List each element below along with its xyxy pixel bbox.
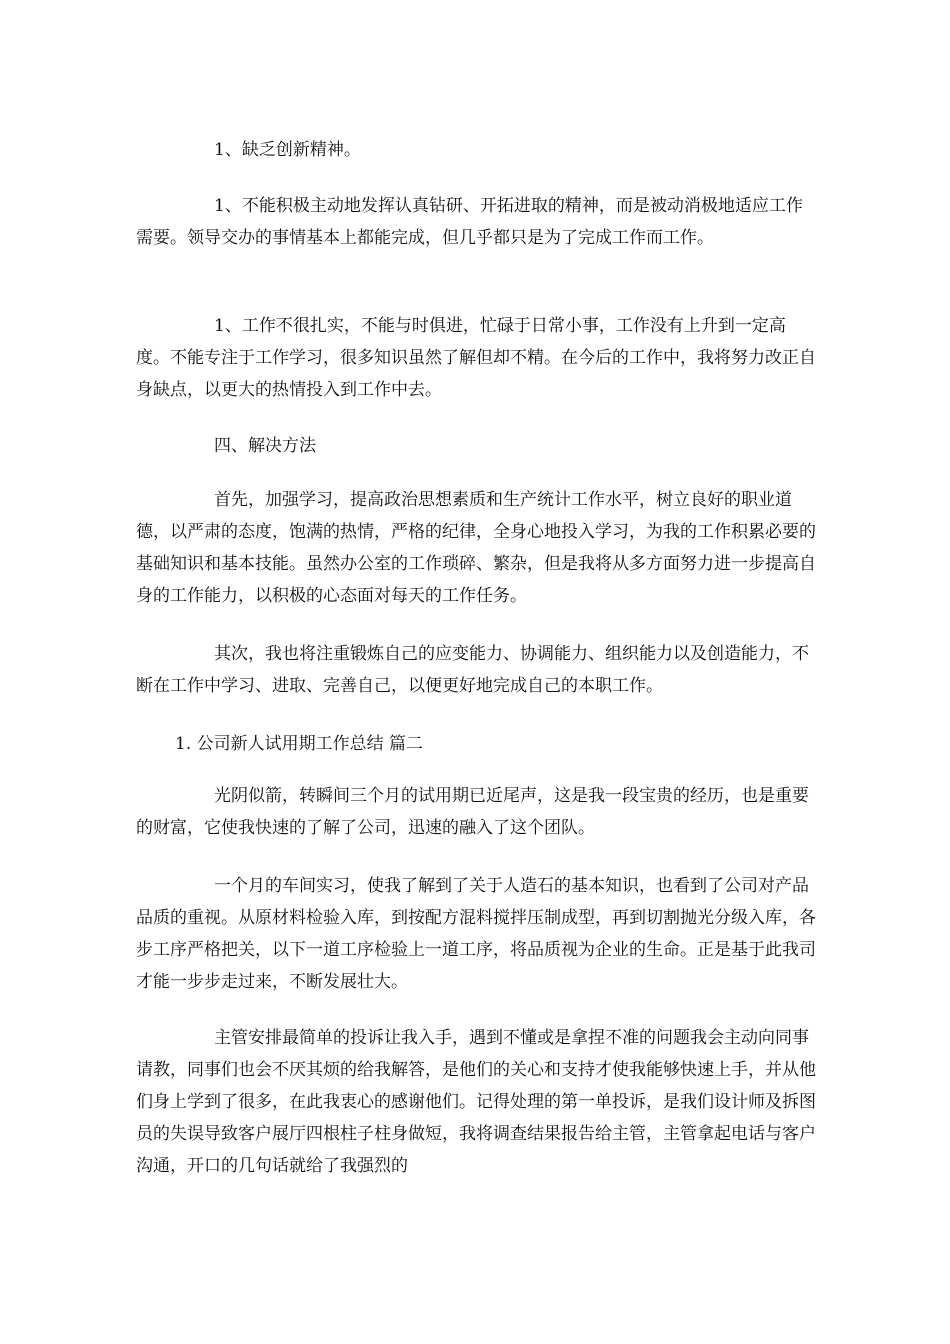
paragraph-3: 1、工作不很扎实，不能与时俱进，忙碌于日常小事，工作没有上升到一定高度。不能专注于工作学习，很多知识虽然了解但却不精。在今后的工作中，我将努力改正自身缺点，以更大的热情投入到工作中去。 <box>136 316 816 400</box>
section-heading-part-two: 1. 公司新人试用期工作总结 篇二 <box>175 734 424 754</box>
paragraph-2: 1、不能积极主动地发挥认真钻研、开拓进取的精神，而是被动消极地适应工作需要。领导交办的事情基本上都能完成，但几乎都只是为了完成工作而工作。 <box>136 196 803 248</box>
paragraph-7: 一个月的车间实习，使我了解到了关于人造石的基本知识，也看到了公司对产品品质的重视。从原材料检验入库，到按配方混料搅拌压制成型，再到切割抛光分级入库，各步工序严格把关，以下一道工序检验上一道工序，将品质视为企业的生命。正是基于此我司才能一步步走过来，不断发展壮大。 <box>136 876 816 992</box>
paragraph-5: 其次，我也将注重锻炼自己的应变能力、协调能力、组织能力以及创造能力，不断在工作中学习、进取、完善自己，以便更好地完成自己的本职工作。 <box>136 644 809 696</box>
paragraph-1: 1、缺乏创新精神。 <box>214 140 361 160</box>
paragraph-6: 光阴似箭，转瞬间三个月的试用期已近尾声，这是我一段宝贵的经历，也是重要的财富，它使我快速的了解了公司，迅速的融入了这个团队。 <box>136 786 809 838</box>
section-heading-solutions: 四、解决方法 <box>214 436 316 456</box>
paragraph-8: 主管安排最简单的投诉让我入手，遇到不懂或是拿捏不准的问题我会主动向同事请教，同事们也会不厌其烦的给我解答，是他们的关心和支持才使我能够快速上手，并从他们身上学到了很多，在此我衷心的感谢他们。记得处理的第一单投诉，是我们设计师及拆图员的失误导致客户展厅四根柱子柱身做短，我将调查结果报告给主管，主管拿起电话与客户沟通，开口的几句话就给了我强烈的 <box>136 1028 816 1176</box>
paragraph-4: 首先，加强学习，提高政治思想素质和生产统计工作水平，树立良好的职业道德，以严肃的态度，饱满的热情，严格的纪律，全身心地投入学习，为我的工作积累必要的基础知识和基本技能。虽然办公室的工作琐碎、繁杂，但是我将从多方面努力进一步提高自身的工作能力，以积极的心态面对每天的工作任务。 <box>136 490 816 606</box>
